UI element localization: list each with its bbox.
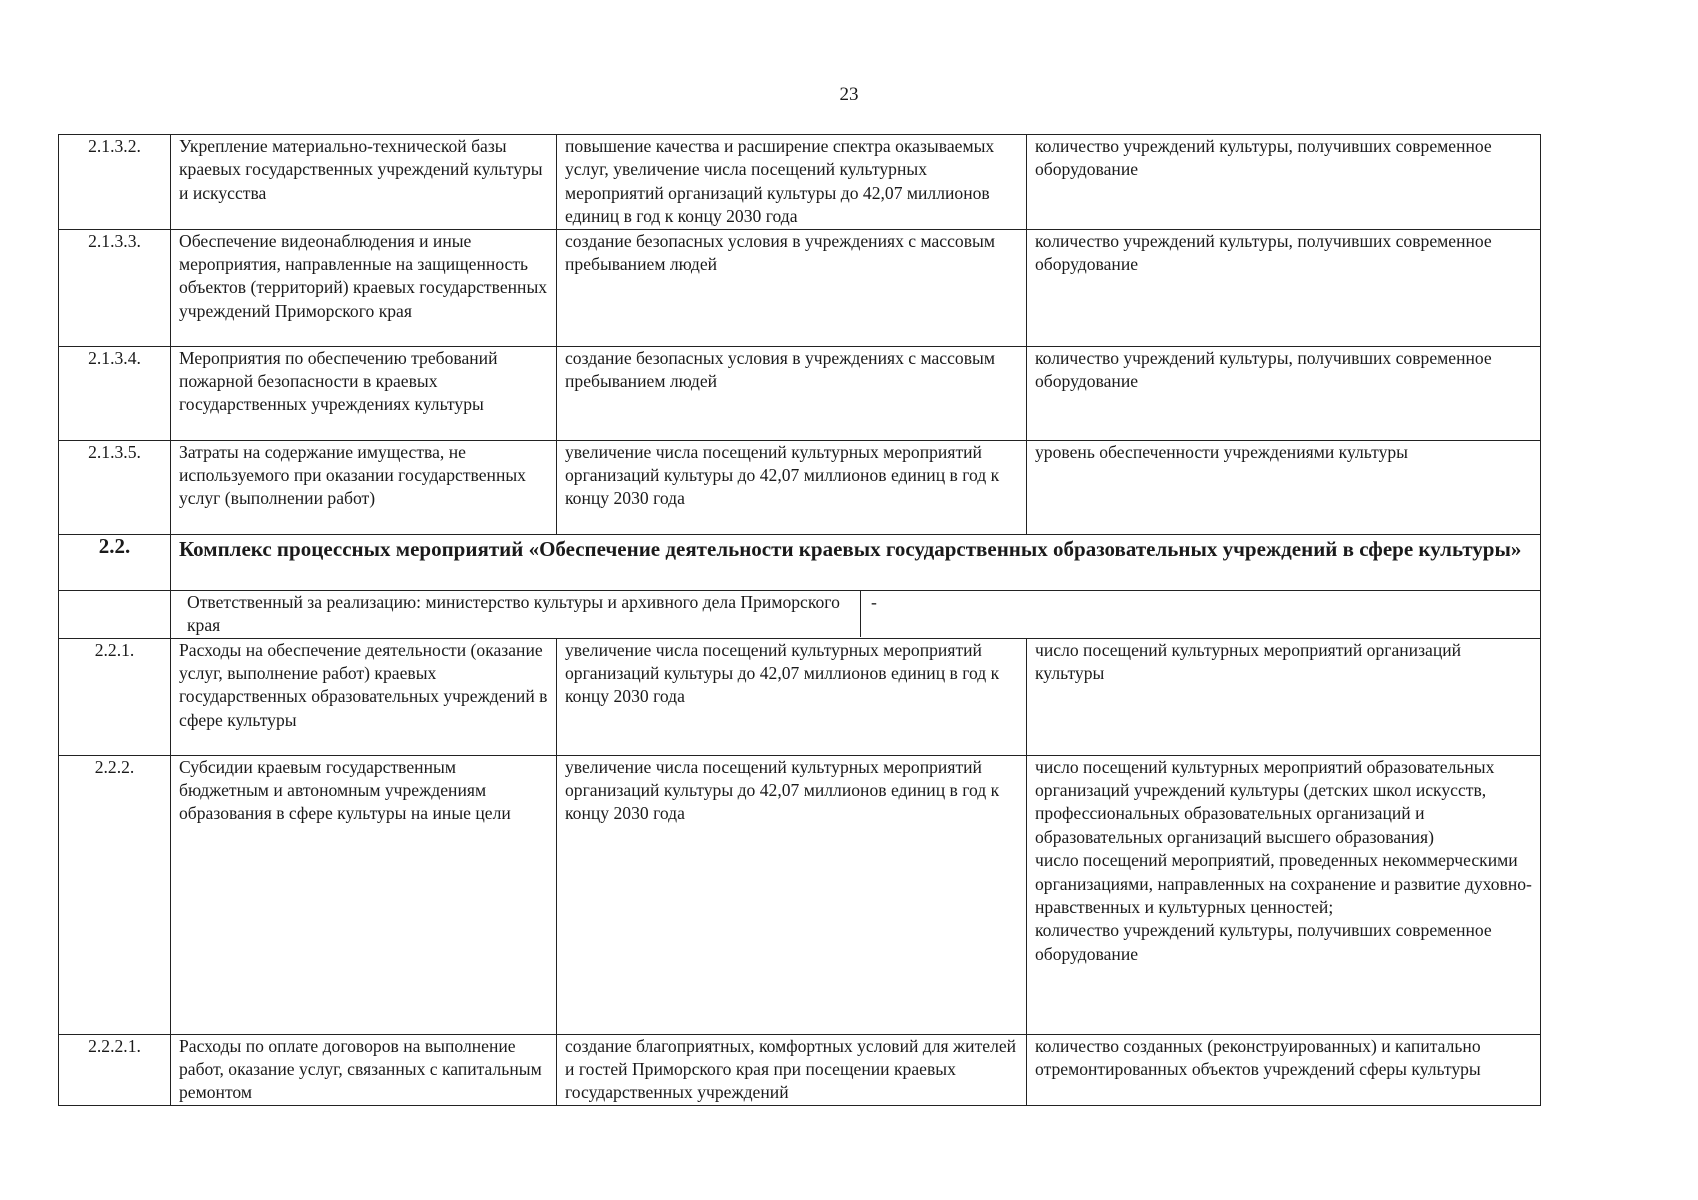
row-number: 2.2.1.	[59, 638, 171, 755]
indicator-line: число посещений культурных мероприятий образовательных организаций учреждений культуры (детских школ искусств, профессиональных образовательных организаций и образовательных организаций высшего образования)	[1035, 756, 1495, 847]
section-number: 2.2.	[59, 534, 171, 590]
responsible-cell	[171, 590, 1541, 638]
indicator: количество учреждений культуры, получивших современное оборудование	[1027, 135, 1541, 230]
table-row	[59, 135, 1541, 230]
indicator: количество созданных (реконструированных) и капитально отремонтированных объектов учреждений сферы культуры	[1027, 1034, 1541, 1105]
measure-name: Субсидии краевым государственным бюджетным и автономным учреждениям образования в сфере культуры на иные цели	[171, 755, 557, 1034]
page-number: 23	[839, 84, 859, 105]
table-row	[59, 1034, 1541, 1105]
responsible-text: Ответственный за реализацию: министерство культуры и архивного дела Приморского края	[187, 591, 840, 636]
expected-result: увеличение числа посещений культурных мероприятий организаций культуры до 42,07 миллионов единиц в год к концу 2030 года	[557, 755, 1027, 1034]
expected-result: создание безопасных условия в учреждениях с массовым пребыванием людей	[557, 346, 1027, 440]
indicator	[1027, 755, 1541, 1034]
indicator: количество учреждений культуры, получивших современное оборудование	[1027, 346, 1541, 440]
section-header-row	[59, 534, 1541, 590]
row-number: 2.1.3.5.	[59, 440, 171, 534]
indicator: уровень обеспеченности учреждениями культуры	[1027, 440, 1541, 534]
table-row	[59, 229, 1541, 346]
indicator-line: количество учреждений культуры, получивших современное оборудование	[1035, 920, 1492, 964]
expected-result: создание благоприятных, комфортных условий для жителей и гостей Приморского края при посещении краевых государственных учреждений	[557, 1034, 1027, 1105]
measure-name: Мероприятия по обеспечению требований пожарной безопасности в краевых государственных учреждениях культуры	[171, 346, 557, 440]
expected-result: повышение качества и расширение спектра оказываемых услуг, увеличение числа посещений культурных мероприятий организаций культуры до 42,07 миллионов единиц в год к концу 2030 года	[557, 135, 1027, 230]
row-number: 2.1.3.2.	[59, 135, 171, 230]
expected-result: увеличение числа посещений культурных мероприятий организаций культуры до 42,07 миллионов единиц в год к концу 2030 года	[557, 440, 1027, 534]
expected-result: увеличение числа посещений культурных мероприятий организаций культуры до 42,07 миллионов единиц в год к концу 2030 года	[557, 638, 1027, 755]
responsible-dash: -	[860, 591, 1532, 638]
table-row	[59, 638, 1541, 755]
section-title: Комплекс процессных мероприятий «Обеспечение деятельности краевых государственных образовательных учреждений в сфере культуры»	[171, 534, 1541, 590]
indicator-line: число посещений мероприятий, проведенных некоммерческими организациями, направленных на сохранение и развитие духовно-нравственных и культурных ценностей;	[1035, 850, 1532, 918]
expected-result: создание безопасных условия в учреждениях с массовым пребыванием людей	[557, 229, 1027, 346]
measures-table	[58, 134, 1541, 1106]
indicator: число посещений культурных мероприятий организаций культуры	[1027, 638, 1541, 755]
indicator: количество учреждений культуры, получивших современное оборудование	[1027, 229, 1541, 346]
measure-name: Расходы по оплате договоров на выполнение работ, оказание услуг, связанных с капитальным ремонтом	[171, 1034, 557, 1105]
row-number: 2.1.3.3.	[59, 229, 171, 346]
row-number: 2.1.3.4.	[59, 346, 171, 440]
table-row	[59, 440, 1541, 534]
table-row	[59, 755, 1541, 1034]
measure-name: Затраты на содержание имущества, не используемого при оказании государственных услуг (выполнении работ)	[171, 440, 557, 534]
table-row	[59, 346, 1541, 440]
row-number: 2.2.2.1.	[59, 1034, 171, 1105]
measure-name: Расходы на обеспечение деятельности (оказание услуг, выполнение работ) краевых государственных образовательных учреждений в сфере культуры	[171, 638, 557, 755]
responsible-row	[59, 590, 1541, 638]
empty-cell	[59, 590, 171, 638]
row-number: 2.2.2.	[59, 755, 171, 1034]
measure-name: Укрепление материально-технической базы краевых государственных учреждений культуры и искусства	[171, 135, 557, 230]
measure-name: Обеспечение видеонаблюдения и иные мероприятия, направленные на защищенность объектов (территорий) краевых государственных учреждений Приморского края	[171, 229, 557, 346]
